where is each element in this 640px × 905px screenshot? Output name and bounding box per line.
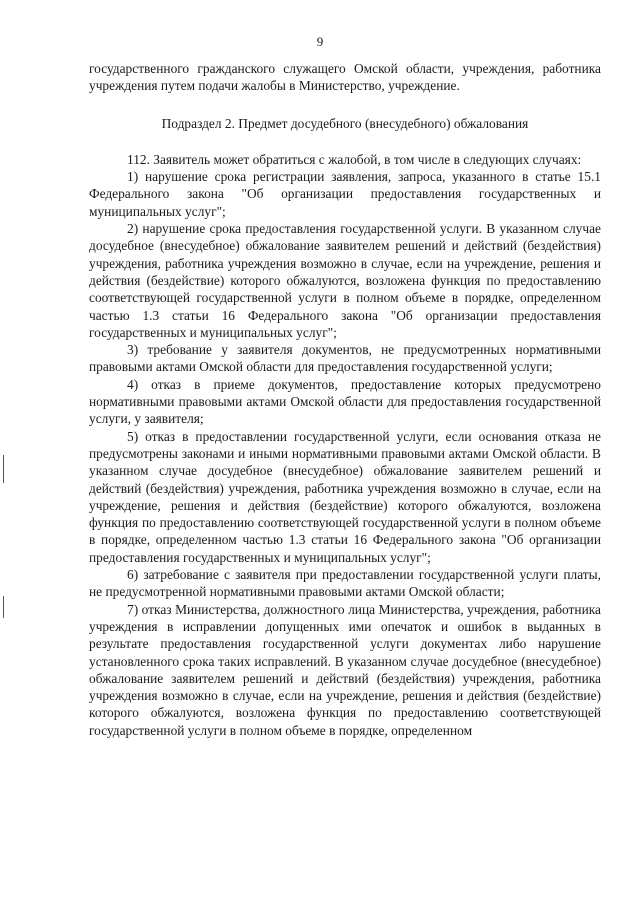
scan-edge-mark <box>3 455 4 483</box>
list-item-5: 5) отказ в предоставлении государственной услуги, если основания отказа не предусмотрены законами и иными нормативными правовыми актами Омской области. В указанном случае досудебное (внесудебное) обжалование заявителем решений и действий (бездействия) учреждения, работника учреждения возможно в случае, если на учреждение, решения и действия (бездействие) которого обжалуются, возложена функция по предоставлению соответствующей государственной услуги в полном объеме в порядке, определенном частью 1.3 статьи 16 Федерального закона "Об организации предоставления государственных и муниципальных услуг"; <box>89 428 601 565</box>
list-item-4: 4) отказ в приеме документов, предоставление которых предусмотрено нормативными правовыми актами Омской области для предоставления государственной услуги, у заявителя; <box>89 376 601 427</box>
list-item-1: 1) нарушение срока регистрации заявления, запроса, указанного в статье 15.1 Федерального закона "Об организации предоставления государственных и муниципальных услуг"; <box>89 169 601 219</box>
document-body <box>89 60 601 739</box>
paragraph-continuation: государственного гражданского служащего Омской области, учреждения, работника учреждения путем подачи жалобы в Министерство, учреждение. <box>89 61 601 94</box>
paragraph-112: 112. Заявитель может обратиться с жалобой, в том числе в следующих случаях: <box>127 151 582 167</box>
list-item-7: 7) отказ Министерства, должностного лица Министерства, учреждения, работника учреждения в исправлении допущенных ими опечаток и ошибок в выданных в результате предоставления государственной услуги документах либо нарушение установленного срока таких исправлений. В указанном случае досудебное (внесудебное) обжалование заявителем решений и действий (бездействия) учреждения, работника учреждения возможно в случае, если на учреждение, решения и действия (бездействие) которого обжалуются, возложена функция по предоставлению соответствующей государственной услуги в полном объеме в порядке, определенном <box>89 601 601 738</box>
subsection-heading: Подраздел 2. Предмет досудебного (внесудебного) обжалования <box>161 115 529 131</box>
page-number: 9 <box>316 34 324 49</box>
list-item-6: 6) затребование с заявителя при предоставлении государственной услуги платы, не предусмотренной нормативными правовыми актами Омской области; <box>89 567 601 600</box>
list-item-2: 2) нарушение срока предоставления государственной услуги. В указанном случае досудебное (внесудебное) обжалование заявителем решений и действий (бездействия) учреждения, работника учреждения возможно в случае, если на учреждение, решения и действия (бездействие) которого обжалуются, возложена функция по предоставлению соответствующей государственной услуги в полном объеме в порядке, определенном частью 1.3 статьи 16 Федерального закона "Об организации предоставления государственных и муниципальных услуг"; <box>89 221 601 340</box>
scan-edge-mark <box>3 596 4 618</box>
list-item-3: 3) требование у заявителя документов, не предусмотренных нормативными правовыми актами Омской области для предоставления государственной услуги; <box>89 342 601 375</box>
